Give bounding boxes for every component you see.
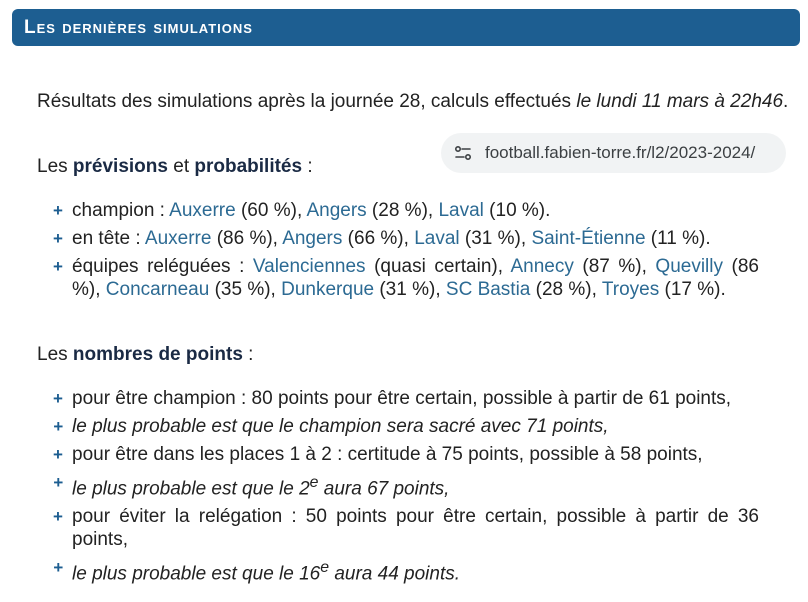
team-link[interactable]: SC Bastia [445, 279, 531, 300]
team-link[interactable]: Angers [306, 200, 367, 221]
team-link[interactable]: Troyes [601, 279, 660, 300]
points-item [53, 443, 759, 466]
team-probability: (31 %), [374, 279, 446, 300]
points-text: pour être dans les places 1 à 2 : certitude à 75 points, possible à 58 points, [72, 444, 703, 465]
site-settings-icon[interactable] [453, 143, 473, 163]
bullet-plus-icon: + [53, 389, 63, 408]
points-item [53, 505, 759, 551]
team-probability: (86 %), [211, 228, 283, 249]
prediction-item [53, 255, 759, 301]
points-text: le plus probable est que le champion sera sacré avec 71 points, [72, 416, 609, 437]
team-probability: (86 %), [72, 256, 759, 300]
team-link[interactable]: Laval [414, 228, 460, 249]
points-item [53, 556, 759, 585]
team-probability: (31 %), [459, 228, 532, 249]
points-item [53, 387, 759, 410]
predictions-heading-bold2: probabilités [194, 156, 303, 177]
team-link[interactable]: Laval [438, 200, 484, 221]
intro-date: le lundi 11 mars à 22h46 [576, 91, 784, 112]
team-link[interactable]: Concarneau [105, 279, 210, 300]
points-heading-bold: nombres de points [72, 344, 243, 365]
bullet-plus-icon: + [53, 473, 63, 492]
points-heading-suffix: : [242, 344, 254, 365]
bullet-plus-icon: + [53, 229, 63, 248]
bullet-plus-icon: + [53, 507, 63, 527]
predictions-heading [37, 156, 313, 178]
predictions-heading-bold1: prévisions [72, 156, 168, 177]
team-link[interactable]: Auxerre [169, 200, 236, 221]
points-text: pour éviter la relégation : 50 points pour être certain, possible à partir de 36 points, [72, 506, 759, 551]
points-text: le plus probable est que le 16 [72, 563, 321, 585]
points-item [53, 415, 759, 438]
bullet-plus-icon: + [53, 558, 63, 578]
team-probability: (10 %). [483, 200, 551, 221]
points-text: aura 67 points, [318, 478, 450, 500]
bullet-plus-icon: + [53, 445, 63, 464]
section-header [12, 9, 800, 46]
url-chip[interactable] [441, 133, 786, 173]
team-probability: (11 %). [645, 228, 711, 249]
team-link[interactable]: Dunkerque [281, 279, 375, 300]
points-text: aura 44 points. [329, 563, 461, 585]
intro-text: Résultats des simulations après la journée 28, calculs effectués [37, 91, 577, 112]
prediction-label: équipes reléguées : [72, 256, 253, 277]
points-text: pour être champion : 80 points pour être certain, possible à partir de 61 points, [72, 388, 732, 409]
team-probability: (60 %), [235, 200, 307, 221]
ordinal-suffix: e [309, 474, 319, 491]
team-link[interactable]: Valenciennes [252, 256, 366, 277]
intro-paragraph [18, 90, 800, 113]
team-probability: (28 %), [366, 200, 439, 221]
team-link[interactable]: Angers [282, 228, 343, 249]
predictions-list [53, 199, 759, 306]
prediction-item [53, 199, 759, 222]
team-probability: (66 %), [342, 228, 415, 249]
predictions-heading-mid: et [167, 156, 195, 177]
bullet-plus-icon: + [53, 257, 63, 276]
intro-end: . [783, 91, 789, 112]
points-text: le plus probable est que le 2 [72, 478, 310, 500]
prediction-label: champion : [72, 200, 170, 221]
section-title: Les dernières simulations [24, 16, 253, 38]
team-probability: (35 %), [209, 279, 282, 300]
team-probability: (17 %). [659, 279, 726, 300]
team-probability: (87 %), [573, 256, 656, 277]
points-heading [37, 344, 253, 366]
team-link[interactable]: Annecy [510, 256, 574, 277]
points-heading-prefix: Les [37, 344, 73, 365]
points-list [53, 387, 759, 591]
team-link[interactable]: Quevilly [655, 256, 723, 277]
team-probability: (28 %), [530, 279, 602, 300]
team-link[interactable]: Saint-Étienne [531, 228, 646, 249]
prediction-item [53, 227, 759, 250]
predictions-heading-prefix: Les [37, 156, 73, 177]
bullet-plus-icon: + [53, 201, 63, 220]
bullet-plus-icon: + [53, 417, 63, 436]
team-probability: (quasi certain), [365, 256, 511, 277]
prediction-label: en tête : [72, 228, 145, 249]
url-text[interactable]: football.fabien-torre.fr/l2/2023-2024/ [485, 143, 756, 162]
predictions-heading-suffix: : [302, 156, 313, 177]
points-item [53, 471, 759, 500]
team-link[interactable]: Auxerre [144, 228, 212, 249]
ordinal-suffix: e [320, 559, 330, 577]
